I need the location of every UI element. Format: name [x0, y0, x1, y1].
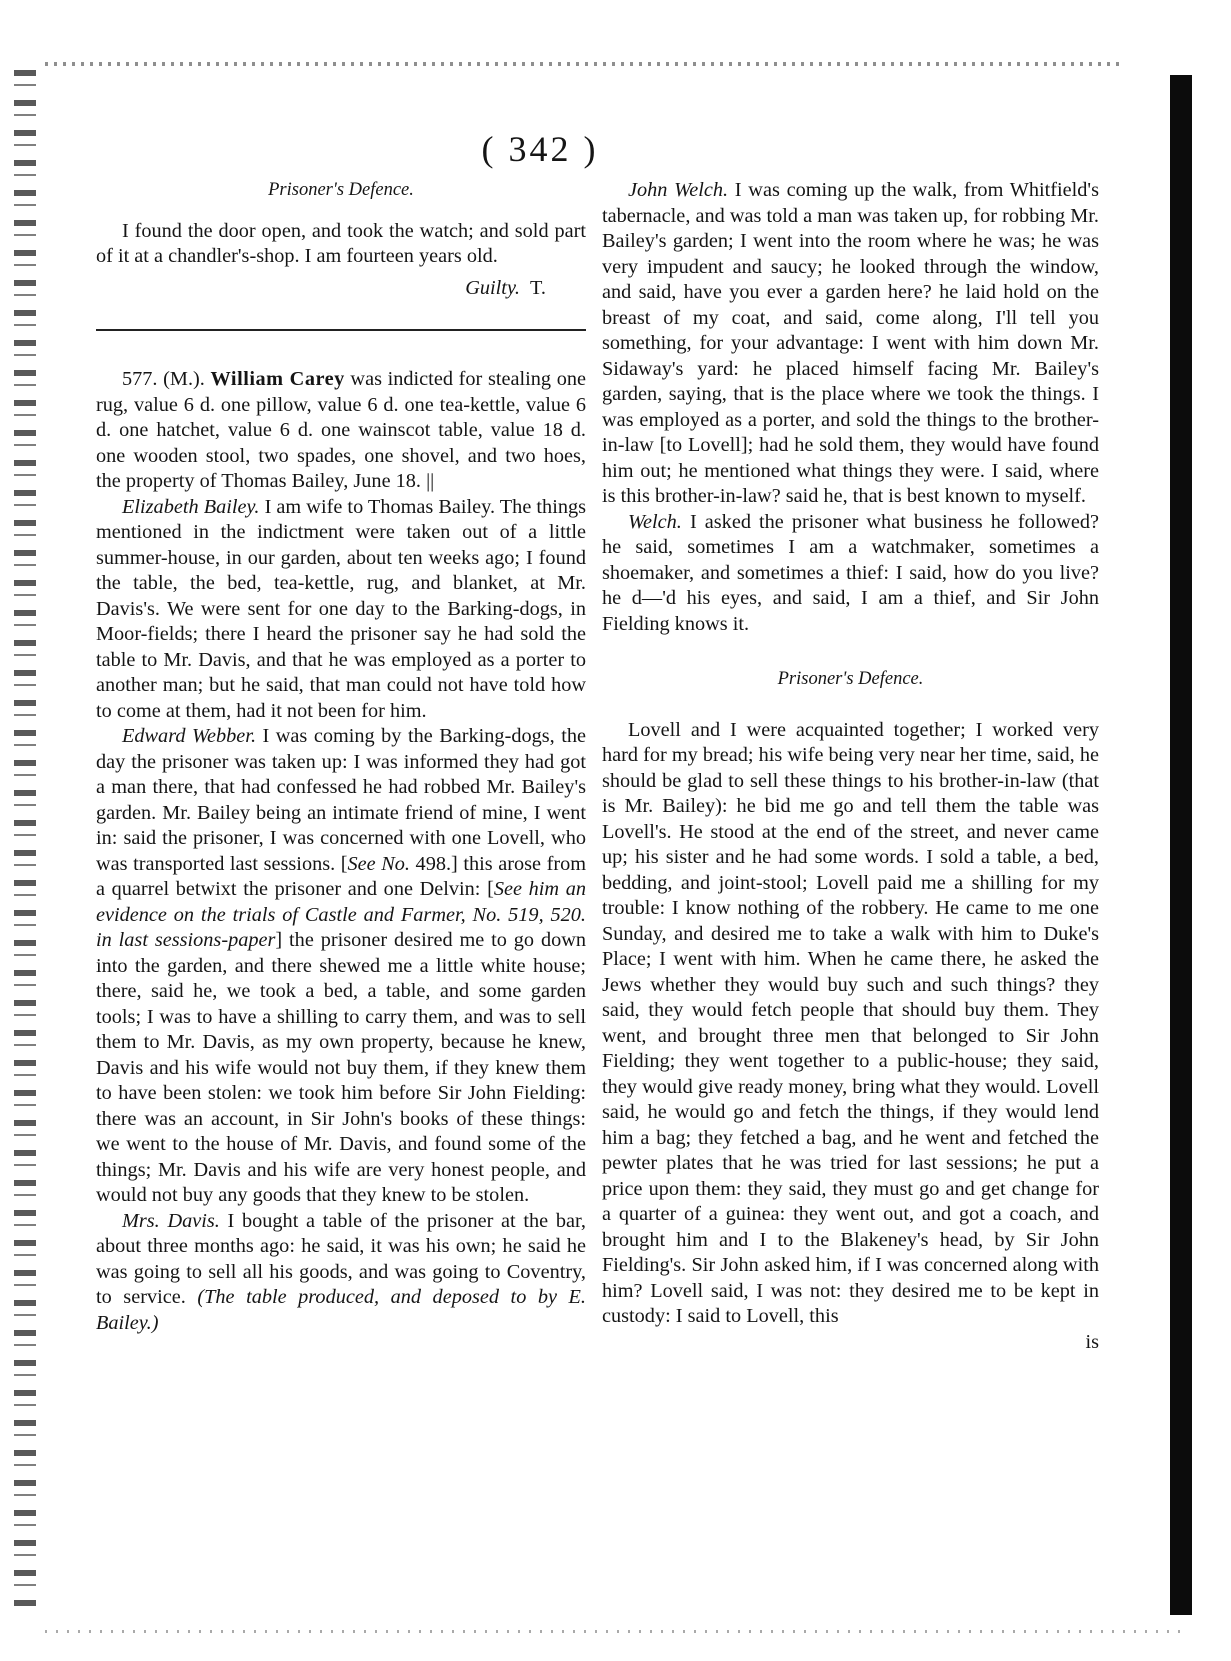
testimony-text: I asked the prisoner what business he followed? he said, sometimes I am a watchmaker, sometimes a shoemaker, and sometimes a thief: I said, how do you live? he d—'d his eyes, and said, I am a thief, and Sir John Fielding knows it.: [602, 510, 1099, 635]
verdict-word: Guilty.: [465, 276, 520, 299]
witness-name: Elizabeth Bailey.: [122, 495, 260, 518]
witness-name: John Welch.: [628, 179, 729, 201]
prisoner-defence-heading: Prisoner's Defence.: [777, 669, 924, 689]
testimony-text: I am wife to Thomas Bailey. The things mentioned in the indictment were taken out of a little summer-house, in our garden, about ten weeks ago; I found the table, the bed, tea-kettle, rug, and blanket, at Mr. Davis's. We were sent for one day to the Barking-dogs, in Moor-fields; there I heard the prisoner say he had sold the table to Mr. Davis, and that he was employed as a porter to another man; but he said, that man could not have told how to come at them, had it not been for him.: [96, 495, 586, 722]
court-note: (The table produced, and deposed to by E. Bailey.): [96, 1286, 586, 1334]
witness-testimony: [96, 495, 586, 725]
witness-testimony: [96, 1209, 586, 1337]
prisoner-defence-text: I found the door open, and took the watch; and sold part of it at a chandler's-shop. I am fourteen years old.: [96, 219, 586, 267]
prisoner-defence-heading: Prisoner's Defence.: [268, 180, 414, 200]
verdict-sentence: T.: [530, 276, 546, 299]
indictment-text: was indicted for stealing one rug, value 6 d. one pillow, value 6 d. one tea-kettle, value 6 d. one hatchet, value 6 d. one wainscot table, value 18 d. one wooden stool, two spades, one shovel, and two hoes, the property of Thomas Bailey, June 18. ||: [96, 368, 586, 492]
section-divider: [96, 329, 586, 331]
prisoner-defence-text: Lovell and I were acquainted together; I worked very hard for my bread; his wife being very near her time, said, he should be glad to sell these things to his brother-in-law (that is Mr. Bailey): he bid me go and tell them the table was Lovell's. He stood at the end of the street, and never came up; his sister and he had some words. I sold a table, a bed, bedding, and joint-stool; Lovell paid me a shilling for my trouble: I know nothing of the robbery. He came to me one Sunday, and desired me to take a walk with him to Duke's Place; I went with him. When he came there, he asked the Jews whether they would buy such and such things? they said, they would fetch people that should buy them. They went, and brought three men that belonged to Sir John Fielding; they went together to a public-house; they said, they would give ready money, bring what they would. Lovell said, he would go and fetch the things, if they would lend him a bag; they fetched a bag, and he went and fetched the pewter plates that he was tried for last sessions; he put a price upon them: they said, they must go and get change for a quarter of a guinea: they went out, and got a coach, and brought him and I to the Blakeney's head, by Sir John Fielding's. Sir John asked him, if I was concerned along with him? Lovell said, I was not: they desired me to be kept in custody: I said to Lovell, this: [602, 718, 1099, 1327]
witness-testimony: [602, 178, 1099, 510]
testimony-text: I bought a table of the prisoner at the bar, about three months ago: he said, it was his own; he said he was going to sell all his goods, and was going to Coventry, to service.: [96, 1209, 586, 1308]
scan-binding-edge: [14, 70, 36, 1610]
right-column: [602, 178, 1099, 1355]
left-column: [96, 178, 586, 1336]
testimony-text: ] the prisoner desired me to go down into the garden, and there shewed me a little white house; there, said he, we took a bed, a table, and some garden tools; I was to have a shilling to carry them, and was to sell them to Mr. Davis, as my own property, because he knew, Davis and his wife would not buy them, if they knew them to have been stolen: we took him before Sir John Fielding: there was an account, in Sir John's books of these things: we went to the house of Mr. Davis, and found some of the things; Mr. Davis and his wife are very honest people, and would not buy any goods that they knew to be stolen.: [96, 929, 587, 1206]
testimony-text: 498.] this arose from a quarrel betwixt the prisoner and one Delvin: [: [96, 852, 587, 900]
spacer: [602, 637, 1099, 667]
defendant-name: William Carey: [210, 368, 345, 390]
witness-name: Mrs. Davis.: [122, 1209, 220, 1232]
catchword: is: [1085, 1330, 1099, 1353]
scan-page-shadow: [1170, 75, 1192, 1615]
indictment-paragraph: [96, 367, 586, 495]
spacer: [602, 708, 1099, 718]
witness-name: Edward Webber.: [122, 725, 257, 747]
witness-name: Welch.: [628, 510, 682, 533]
scan-edge-bottom: [45, 1630, 1185, 1633]
witness-testimony: [96, 724, 586, 1209]
witness-testimony: [602, 510, 1099, 638]
cross-reference: See him an evidence on the trials of Castle and Farmer, No. 519, 520. in last sessions-paper: [96, 878, 586, 951]
testimony-text: I was coming by the Barking-dogs, the day the prisoner was taken up: I was informed they had got a man there, that had confessed he had robbed Mr. Bailey's garden. Mr. Bailey being an intimate friend of mine, I went in: said the prisoner, I was concerned with one Lovell, who was transported last sessions. [: [96, 725, 586, 875]
verdict: [96, 276, 586, 302]
testimony-text: I was coming up the walk, from Whitfield's tabernacle, and was told a man was taken up, for robbing Mr. Bailey's garden; I went into the room where he was; he was very impudent and saucy; he looked through the window, and said, have you ever a garden here? he laid hold on the breast of my coat, and said, come along, I'll tell you something, for your advantage: I went with him down Mr. Sidaway's yard: he placed himself facing Mr. Bailey's garden, saying, that is the place where we took the things. I was employed as a porter, and sold the things to the brother-in-law [to Lovell]; had he sold them, they would have found him out; he mentioned what things they were. I said, where is this brother-in-law? said he, that is best known to myself.: [602, 179, 1099, 507]
cross-reference: See No.: [347, 852, 410, 875]
case-number: 577. (M.).: [122, 368, 205, 390]
scan-edge-top: [45, 62, 1125, 66]
page-number: ( 342 ): [481, 129, 599, 169]
